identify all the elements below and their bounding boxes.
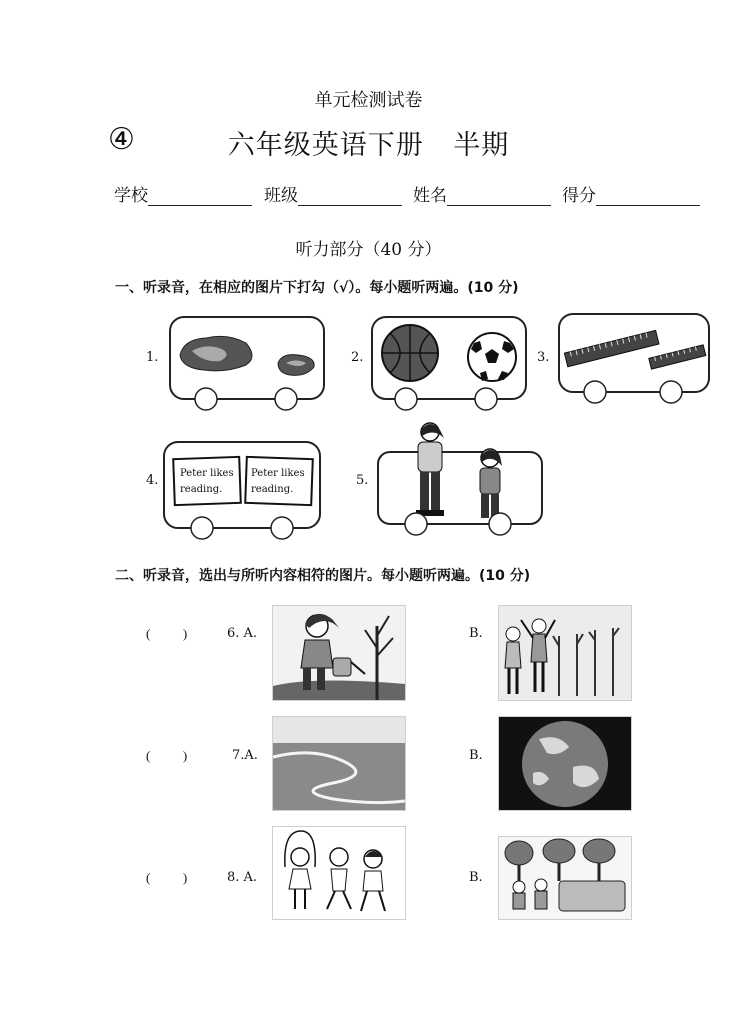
name-blank[interactable] — [447, 188, 551, 206]
item-number: 4. — [146, 473, 159, 488]
short-girl-figure — [480, 449, 502, 518]
item-number: 1. — [146, 350, 159, 365]
card-text: reading. — [251, 484, 294, 495]
child-body — [505, 642, 521, 668]
child-body — [531, 634, 547, 662]
basketball-lines — [382, 325, 438, 381]
girl-body — [301, 640, 333, 668]
item4-bus-picture — [160, 438, 326, 544]
watering-can-icon — [333, 658, 351, 676]
child-head — [330, 848, 348, 866]
part1-instruction: 一、听录音，在相应的图片下打勾（√）。每小题听两遍。(10 分) — [115, 280, 519, 296]
class-label: 班级 — [264, 186, 298, 206]
exam-title — [0, 123, 737, 162]
item2-bus-picture — [368, 313, 530, 413]
ground — [273, 680, 405, 700]
card-text: Peter likes — [251, 468, 305, 479]
q7-label: 7.A. — [232, 748, 258, 763]
answer-circle-a[interactable] — [405, 513, 427, 535]
child-body — [363, 871, 383, 891]
girl-leg — [303, 668, 311, 690]
earth-icon — [522, 721, 608, 807]
answer-circle-b[interactable] — [271, 517, 293, 539]
score-blank[interactable] — [596, 188, 700, 206]
reading-card-a — [173, 457, 241, 505]
q7-option-b-image[interactable] — [498, 716, 632, 811]
child-body — [331, 869, 347, 891]
school-blank[interactable] — [148, 188, 252, 206]
child-dress — [289, 869, 311, 889]
q8-option-b-label: B. — [469, 870, 483, 885]
card-text: reading. — [180, 484, 223, 495]
part2-instruction: 二、听录音，选出与所听内容相符的图片。每小题听两遍。(10 分) — [115, 568, 531, 584]
child-body — [513, 893, 525, 909]
item-number: 3. — [537, 350, 550, 365]
girl-leg — [317, 668, 325, 690]
item3-bus-picture — [555, 310, 715, 410]
answer-blank-7[interactable]: ( ) — [146, 748, 188, 763]
child-body — [535, 891, 547, 909]
child-head — [532, 619, 546, 633]
listening-section-title: 听力部分（40 分） — [295, 240, 442, 260]
answer-circle-a[interactable] — [191, 517, 213, 539]
q8-option-b-image[interactable] — [498, 836, 632, 920]
answer-circle-a[interactable] — [195, 388, 217, 410]
q7-option-a-image[interactable] — [272, 716, 406, 811]
child-head — [535, 879, 547, 891]
school-label: 学校 — [114, 186, 148, 206]
q6-label: 6. A. — [227, 626, 258, 641]
answer-circle-a[interactable] — [395, 388, 417, 410]
reading-card-b — [245, 457, 313, 505]
trees — [505, 839, 615, 865]
answer-circle-b[interactable] — [275, 388, 297, 410]
q6-option-b-label: B. — [469, 626, 483, 641]
child-head — [513, 881, 525, 893]
exam-supertitle: 单元检测试卷 — [314, 90, 423, 111]
q8-label: 8. A. — [227, 870, 258, 885]
item5-bus-picture — [374, 418, 546, 544]
name-field — [413, 181, 551, 206]
item1-bus-picture — [166, 313, 330, 413]
flower-bed-icon — [559, 881, 625, 911]
name-label: 姓名 — [413, 186, 447, 206]
q8-option-a-image[interactable] — [272, 826, 406, 920]
score-label: 得分 — [562, 186, 596, 206]
child-head — [291, 848, 309, 866]
q6-option-a-image[interactable] — [272, 605, 406, 701]
circled-number-mark: ④ — [108, 122, 135, 157]
class-field — [264, 181, 402, 206]
title-part-grade: 六年级英语下册 — [227, 130, 424, 161]
item-number: 5. — [356, 473, 369, 488]
title-part-term: 半期 — [453, 130, 510, 161]
card-text: Peter likes — [180, 468, 234, 479]
answer-circle-b[interactable] — [475, 388, 497, 410]
answer-circle-a[interactable] — [584, 381, 606, 403]
q7-option-b-label: B. — [469, 748, 483, 763]
class-blank[interactable] — [298, 188, 402, 206]
answer-circle-b[interactable] — [489, 513, 511, 535]
answer-blank-8[interactable]: ( ) — [146, 870, 188, 885]
answer-blank-6[interactable]: ( ) — [146, 626, 188, 641]
bus-frame — [378, 452, 542, 524]
child-head — [506, 627, 520, 641]
answer-circle-b[interactable] — [660, 381, 682, 403]
sky — [273, 717, 405, 747]
item-number: 2. — [351, 350, 364, 365]
school-field — [114, 181, 252, 206]
q6-option-b-image[interactable] — [498, 605, 632, 701]
score-field — [562, 181, 700, 206]
